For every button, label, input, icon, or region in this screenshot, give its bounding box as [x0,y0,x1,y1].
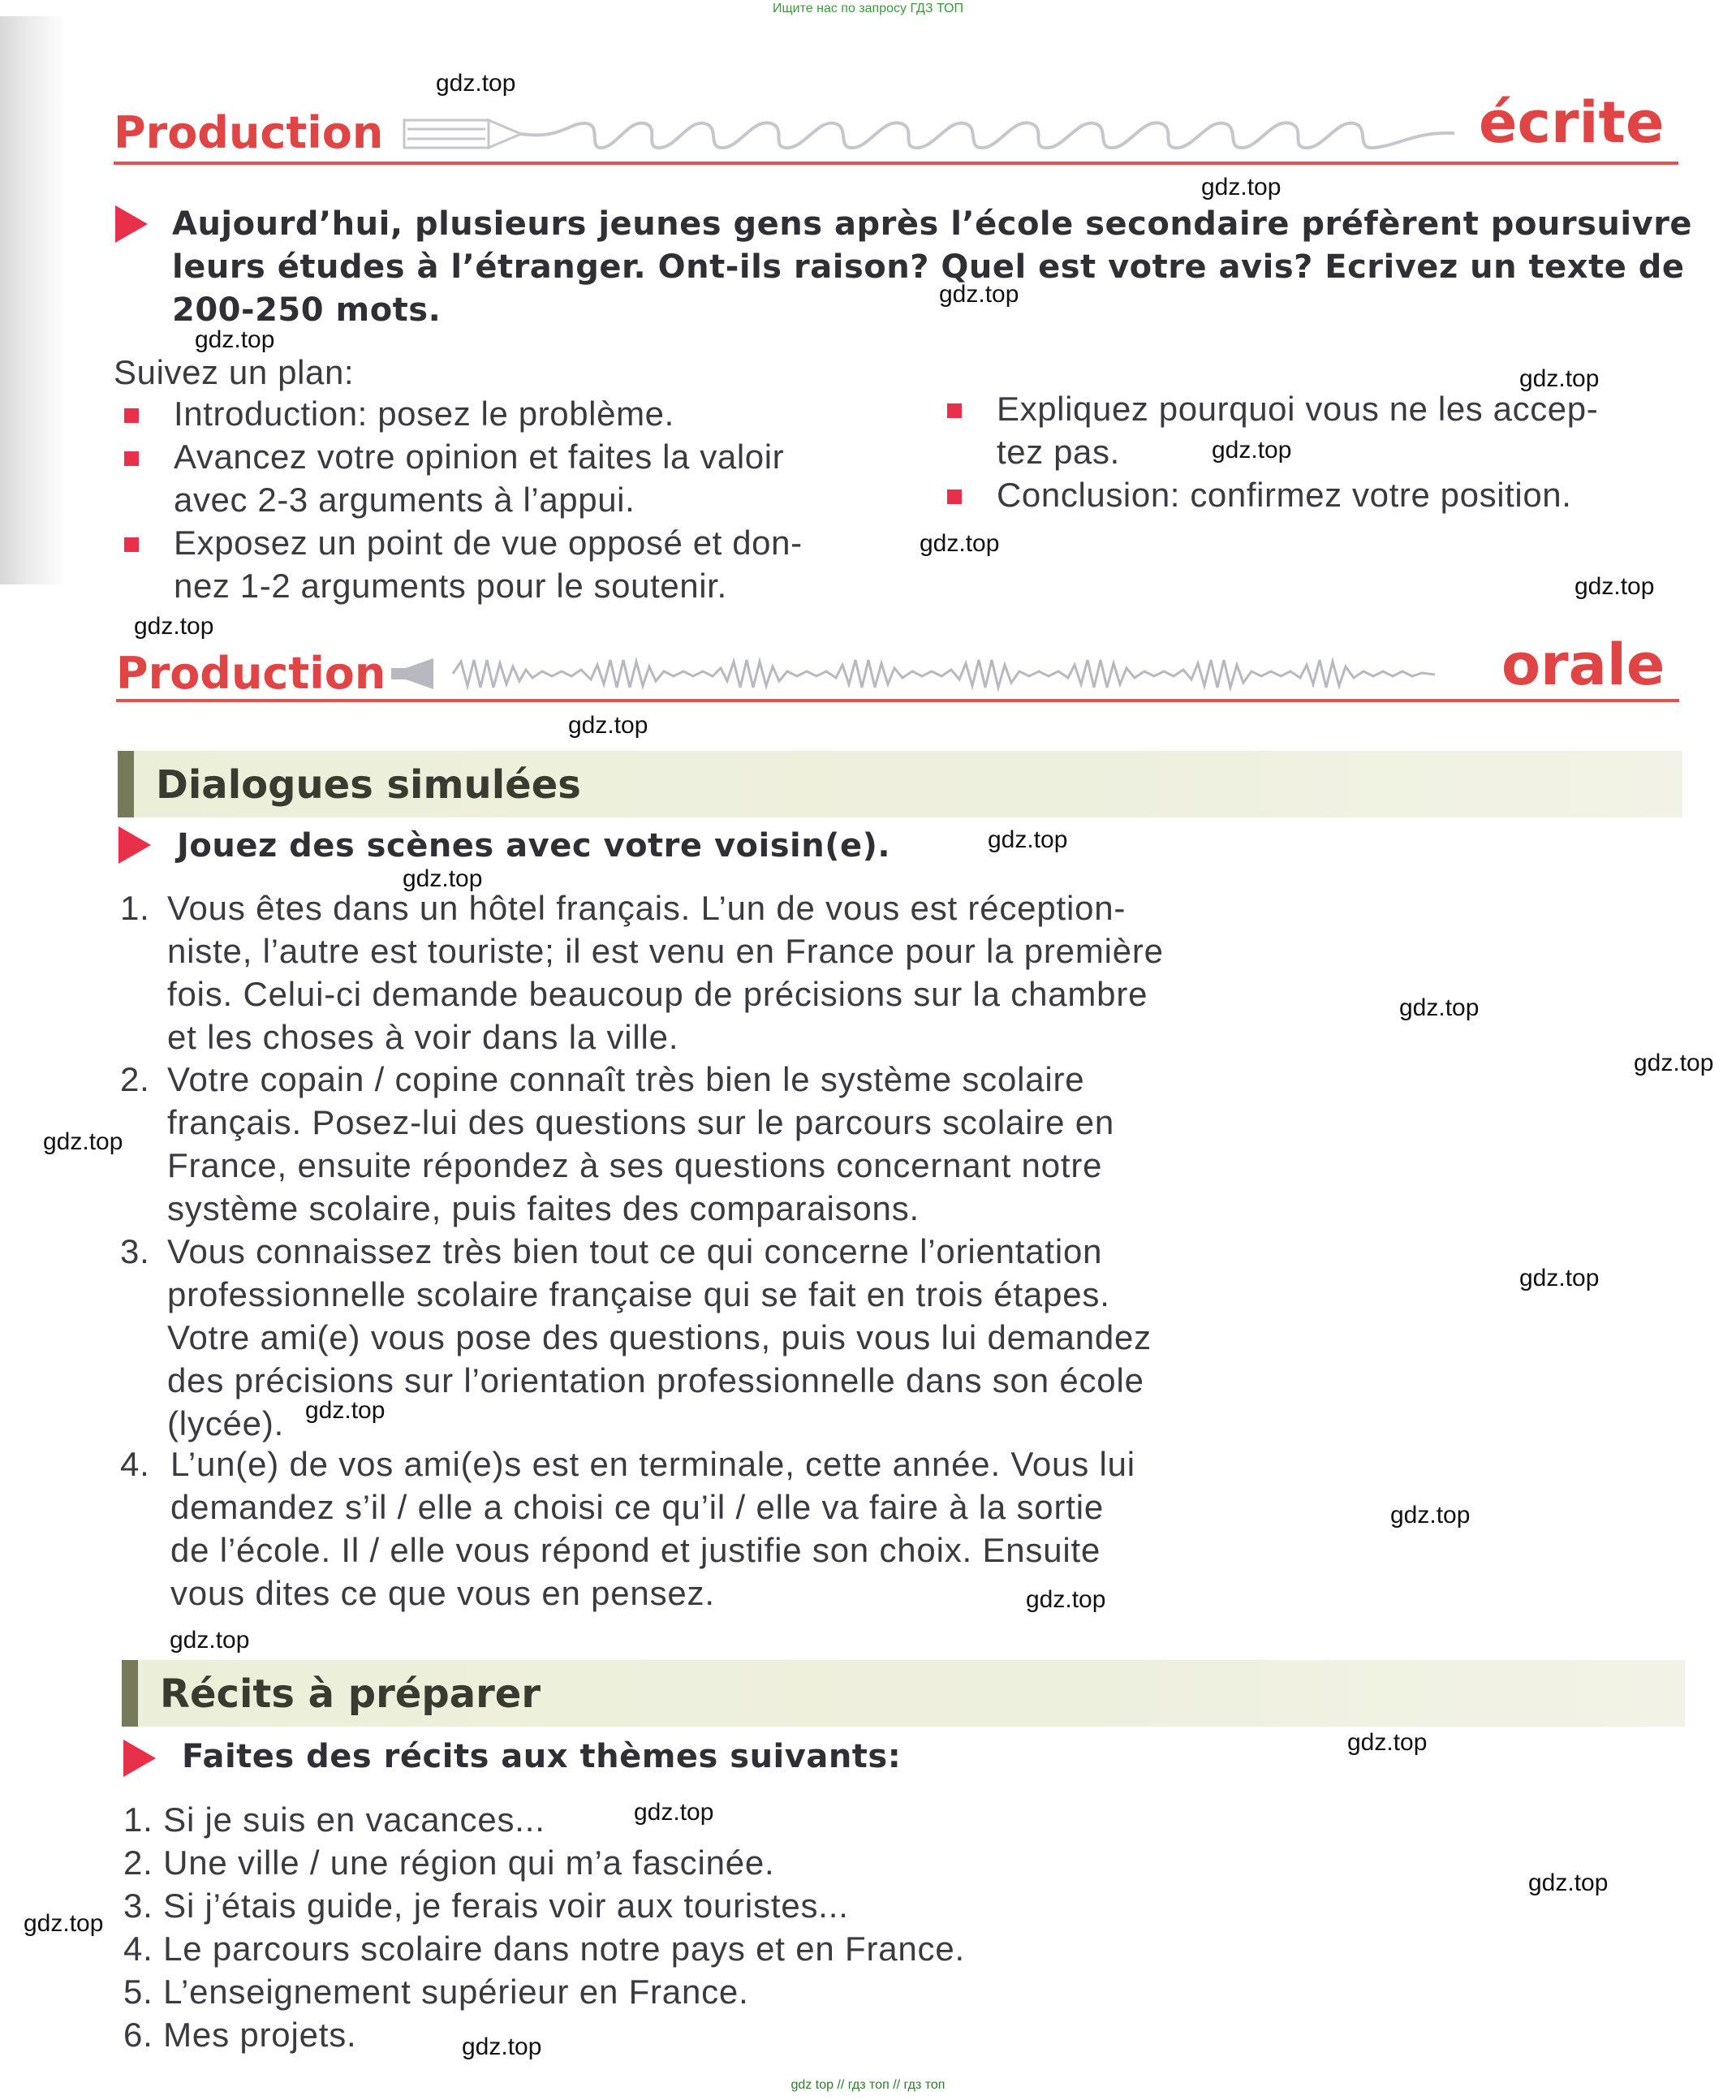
dialogue-item-1: 1. Vous êtes dans un hôtel français. L’un de vous est réception- niste, l’autre est touriste; il est venu en France pour la première fois. Celui-ci demande beaucoup de précisions sur la chambre et les choses à voir dans la ville. [120,889,1164,1056]
watermark: gdz.top [939,281,1019,308]
production-ecrite-title-right: écrite [1479,89,1665,156]
watermark: gdz.top [305,1397,386,1424]
watermark: gdz.top [43,1128,123,1155]
watermark: gdz.top [1634,1050,1714,1076]
plan-label: Suivez un plan: [114,353,355,391]
dialogues-instruction: Jouez des scènes avec votre voisin(e). [177,827,891,865]
list-item: 5. L’enseignement supérieur en France. [123,1973,749,2011]
plan-item: Avancez votre opinion et faites la valoir avec 2-3 arguments à l’appui. [174,438,785,519]
watermark: gdz.top [634,1799,714,1826]
watermark: gdz.top [1026,1586,1106,1613]
list-item: 2. Une ville / une région qui m’a fascinée. [123,1843,775,1882]
pencil-scribble-decoration [399,107,1471,159]
recits-title: Récits à préparer [160,1671,541,1717]
watermark: gdz.top [436,70,516,97]
watermark: gdz.top [1201,174,1282,201]
instruction-triangle-icon [123,1740,156,1777]
instruction-triangle-icon [115,205,148,243]
dialogue-item-4: 4. L’un(e) de vos ami(e)s est en terminale, cette année. Vous lui demandez s’il / elle a choisi ce qu’il / elle va faire à la sortie de l’école. Il / elle vous répond et justifie son choix. Ensuite vous dites ce que vous en pensez. [120,1445,1135,1612]
bullet-square-icon [947,403,962,418]
megaphone-wave-decoration [388,653,1492,694]
bullet-square-icon [947,489,962,504]
recits-instruction: Faites des récits aux thèmes suivants: [182,1738,902,1775]
footer-note: gdz top // гдз топ // гдз топ [790,2078,946,2092]
watermark: gdz.top [24,1910,104,1937]
watermark: gdz.top [1399,994,1480,1021]
watermark: gdz.top [988,826,1068,853]
dialogue-item-3: 3. Vous connaissez très bien tout ce qui concerne l’orientation professionnelle scolaire française qui se fait en trois étapes. Votre ami(e) vous pose des questions, puis vous lui demandez des précisions sur l’orientation professionnelle dans son école (lycée). [120,1232,1152,1442]
watermark: gdz.top [134,613,214,640]
plan-item: Expliquez pourquoi vous ne les accep- tez pas. [997,390,1599,471]
production-ecrite-instruction: Aujourd’hui, plusieurs jeunes gens après l’école secondaire préfèrent poursuivre leurs études à l’étranger. Ont-ils raison? Quel est votre avis? Ecrivez un texte de 200-250 mots. [172,205,1693,329]
production-orale-rule [116,699,1679,702]
recits-band-bar [122,1660,138,1727]
watermark: gdz.top [195,326,275,353]
watermark: gdz.top [1574,573,1655,600]
list-item: 1. Si je suis en vacances... [123,1800,545,1839]
dialogues-title: Dialogues simulées [156,762,581,808]
watermark: gdz.top [1212,437,1292,464]
bullet-square-icon [124,451,139,466]
watermark: gdz.top [920,530,1000,557]
production-orale-title-right: orale [1501,632,1665,698]
list-item: 4. Le parcours scolaire dans notre pays et en France. [123,1930,965,1968]
watermark: gdz.top [1390,1502,1471,1529]
watermark: gdz.top [403,865,483,892]
plan-item: Conclusion: confirmez votre position. [997,476,1572,514]
production-ecrite-title-left: Production [114,107,384,158]
plan-item: Exposez un point de vue opposé et don- nez 1-2 arguments pour le soutenir. [174,524,803,605]
header-note: Ищите нас по запросу ГДЗ ТОП [773,2,963,15]
watermark: gdz.top [1519,365,1600,392]
watermark: gdz.top [1528,1869,1609,1896]
bullet-square-icon [124,537,139,552]
recits-list [123,1798,965,2056]
watermark: gdz.top [1347,1729,1428,1756]
bullet-square-icon [124,408,139,423]
production-orale-title-left: Production [116,648,386,699]
production-ecrite-rule [114,162,1678,165]
list-item: 3. Si j’étais guide, je ferais voir aux touristes... [123,1887,849,1925]
list-item: 6. Mes projets. [123,2016,357,2054]
watermark: gdz.top [568,712,648,739]
page-edge-shadow [0,16,67,584]
plan-item: Introduction: posez le problème. [174,395,674,433]
instruction-triangle-icon [118,826,151,864]
dialogues-band-bar [118,751,134,817]
dialogue-item-2: 2. Votre copain / copine connaît très bien le système scolaire français. Posez-lui des questions sur le parcours scolaire en France, ensuite répondez à ses questions concernant notre système scolaire, puis faites des comparaisons. [120,1060,1115,1227]
watermark: gdz.top [462,2033,542,2060]
watermark: gdz.top [170,1627,250,1654]
watermark: gdz.top [1519,1265,1600,1291]
